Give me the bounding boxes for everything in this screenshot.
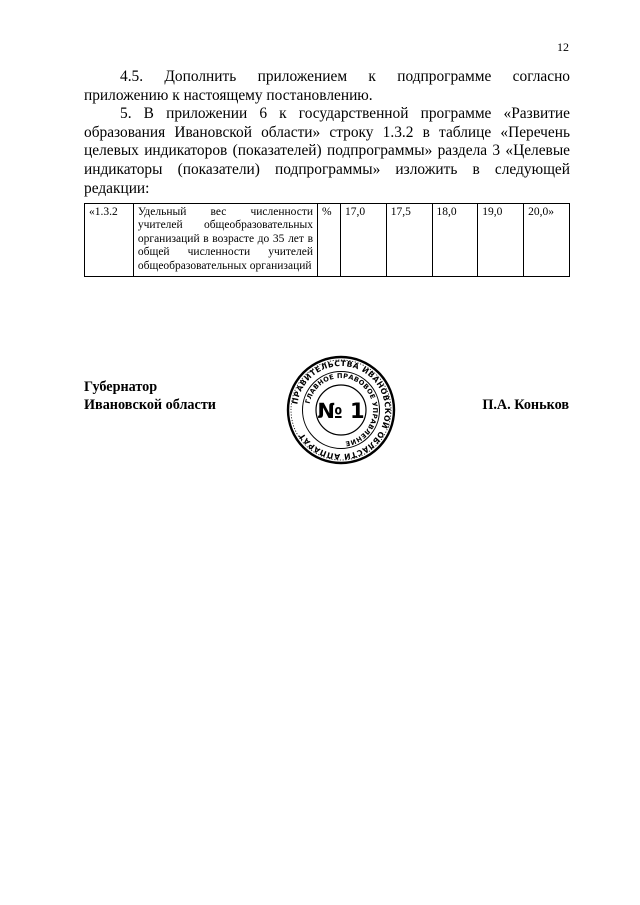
- body-text: [84, 68, 570, 198]
- table-row: [85, 204, 570, 277]
- indicator-code-cell: «1.3.2: [85, 204, 134, 277]
- value-cell: 18,0: [432, 204, 478, 277]
- signature-position: [84, 378, 216, 414]
- seal-outer-text: ПРАВИТЕЛЬСТВА ИВАНОВСКОЙ ОБЛАСТИ АППАРАТ: [290, 358, 393, 462]
- seal-inner-text: ГЛАВНОЕ ПРАВОВОЕ УПРАВЛЕНИЕ: [303, 371, 380, 448]
- official-seal-icon: [286, 355, 396, 465]
- signer-name: П.А. Коньков: [482, 397, 569, 413]
- indicator-name-cell: Удельный вес численности учителей общеобразовательных организаций в возрасте до 35 лет в общей численности учителей общеобразовательных организаций: [133, 204, 317, 277]
- seal-number: № 1: [317, 399, 365, 423]
- value-cell: 17,5: [386, 204, 432, 277]
- position-line-1: Губернатор: [84, 379, 158, 395]
- unit-cell: %: [318, 204, 341, 277]
- page-number: 12: [557, 40, 569, 54]
- value-cell: 19,0: [478, 204, 524, 277]
- position-line-2: Ивановской области: [84, 397, 216, 413]
- indicator-table: [84, 203, 570, 277]
- paragraph-4-5: 4.5. Дополнить приложением к подпрограмме согласно приложению к настоящему постановлению.: [84, 68, 570, 104]
- paragraph-5: 5. В приложении 6 к государственной программе «Развитие образования Ивановской области» строку 1.3.2 в таблице «Перечень целевых индикаторов (показателей) подпрограммы» раздела 3 «Целевые индикаторы (показатели) подпрограммы» изложить в следующей редакции:: [84, 105, 570, 197]
- value-cell: 17,0: [340, 204, 386, 277]
- value-cell: 20,0»: [524, 204, 570, 277]
